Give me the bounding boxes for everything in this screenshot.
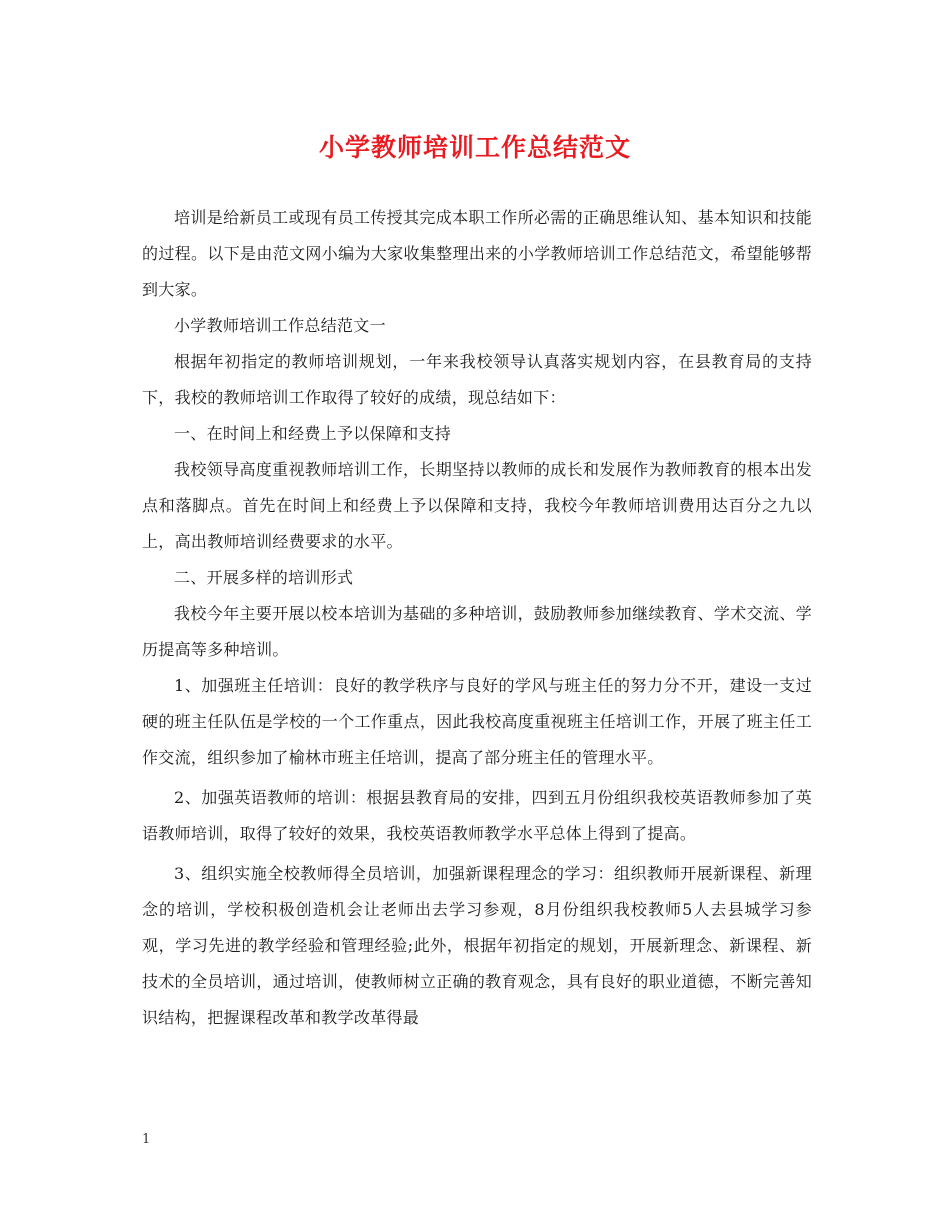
paragraph-intro: 培训是给新员工或现有员工传授其完成本职工作所必需的正确思维认知、基本知识和技能的过程。以下是由范文网小编为大家收集整理出来的小学教师培训工作总结范文，希望能够帮到大家。 (142, 208, 812, 299)
paragraph-item-3: 3、组织实施全校教师得全员培训，加强新课程理念的学习：组织教师开展新课程、新理念的培训，学校积极创造机会让老师出去学习参观，8月份组织我校教师5人去县城学习参观，学习先进的教学经验和管理经验;此外，根据年初指定的规划，开展新理念、新课程、新技术的全员培训，通过培训，使教师树立正确的教育观念，具有良好的职业道德，不断完善知识结构，把握课程改革和教学改革得最 (142, 864, 812, 1027)
paragraph-section-title: 小学教师培训工作总结范文一 (174, 316, 386, 335)
page-number: 1 (142, 1132, 151, 1147)
paragraph-training-forms: 我校今年主要开展以校本培训为基础的多种培训，鼓励教师参加继续教育、学术交流、学历提高等多种培训。 (142, 604, 812, 659)
paragraph-opening: 根据年初指定的教师培训规划，一年来我校领导认真落实规划内容，在县教育局的支持下，我校的教师培训工作取得了较好的成绩，现总结如下： (142, 352, 812, 407)
document-title: 小学教师培训工作总结范文 (318, 133, 631, 162)
document-body (142, 200, 812, 1036)
paragraph-heading-1: 一、在时间上和经费上予以保障和支持 (174, 424, 452, 443)
paragraph-item-2: 2、加强英语教师的培训：根据县教育局的安排，四到五月份组织我校英语教师参加了英语教师培训，取得了较好的效果，我校英语教师教学水平总体上得到了提高。 (142, 788, 812, 843)
paragraph-item-1: 1、加强班主任培训：良好的教学秩序与良好的学风与班主任的努力分不开，建设一支过硬的班主任队伍是学校的一个工作重点，因此我校高度重视班主任培训工作，开展了班主任工作交流，组织参加了榆林市班主任培训，提高了部分班主任的管理水平。 (142, 676, 812, 767)
paragraph-heading-2: 二、开展多样的培训形式 (174, 568, 354, 587)
paragraph-funding: 我校领导高度重视教师培训工作，长期坚持以教师的成长和发展作为教师教育的根本出发点和落脚点。首先在时间上和经费上予以保障和支持，我校今年教师培训费用达百分之九以上，高出教师培训经费要求的水平。 (142, 460, 812, 551)
